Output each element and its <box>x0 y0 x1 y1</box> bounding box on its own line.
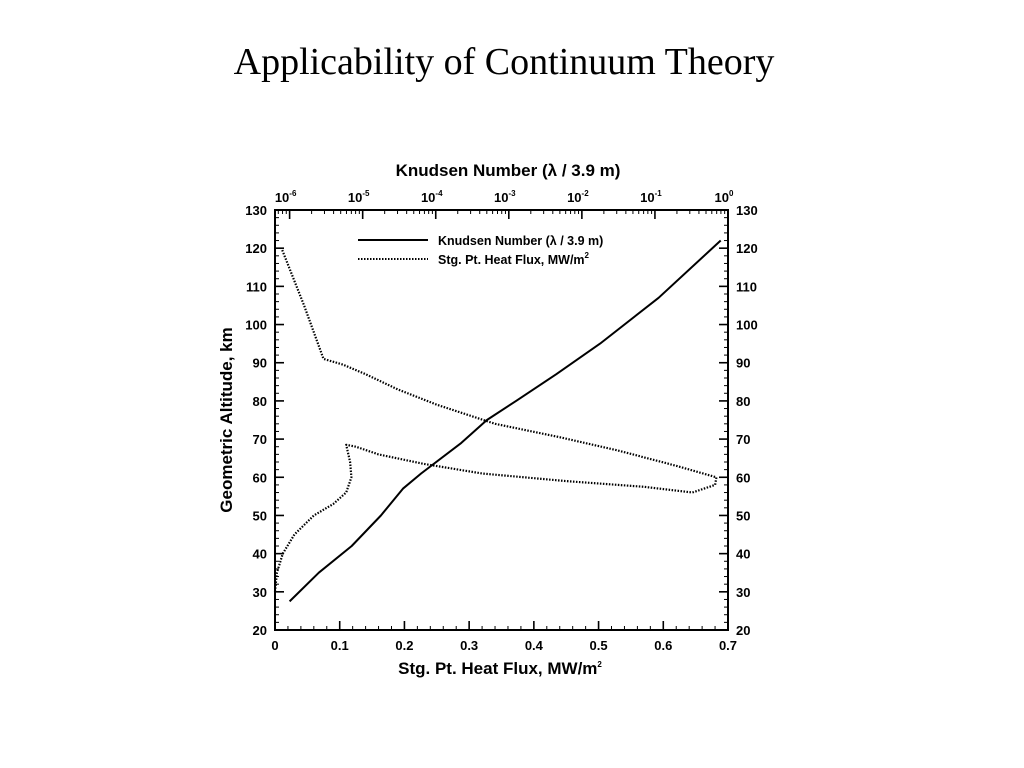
x-tick-label-bottom: 0.5 <box>589 638 608 653</box>
y-tick-label-right: 70 <box>736 432 751 448</box>
x-tick-label-top <box>494 189 516 205</box>
x-tick-label-top-base: 10 <box>714 190 730 205</box>
x-tick-label-bottom: 0.4 <box>524 638 543 653</box>
y-tick-label-right: 90 <box>736 355 751 371</box>
x-tick-label-top <box>348 189 370 205</box>
slide-title: Applicability of Continuum Theory <box>233 41 775 83</box>
heat-flux-line <box>275 248 716 592</box>
x-tick-label-top-exp: -1 <box>654 189 662 198</box>
legend-label-heat-flux-sup: 2 <box>584 251 589 260</box>
y-tick-label-left: 60 <box>252 470 267 486</box>
legend-label-heat-flux-text: Stg. Pt. Heat Flux, MW/m <box>438 253 585 267</box>
x-axis-title-bottom-sup: 2 <box>597 660 602 669</box>
y-tick-label-right: 60 <box>736 470 751 486</box>
x-tick-label-top-base: 10 <box>494 190 509 205</box>
y-tick-label-left: 70 <box>252 432 267 448</box>
y-tick-label-right: 120 <box>736 241 758 257</box>
y-tick-label-left: 50 <box>252 508 267 524</box>
knudsen-number-line <box>290 241 721 602</box>
y-tick-label-right: 100 <box>736 317 758 333</box>
x-tick-label-top-exp: 0 <box>729 189 734 198</box>
y-tick-label-left: 100 <box>245 317 267 333</box>
x-tick-label-bottom: 0.3 <box>460 638 479 653</box>
x-tick-label-top-exp: -3 <box>508 189 516 198</box>
x-tick-label-top-exp: -5 <box>362 189 370 198</box>
series-layer <box>275 241 721 602</box>
plot-frame <box>275 210 728 630</box>
x-tick-label-bottom: 0.6 <box>654 638 673 653</box>
x-axis-title-bottom-text: Stg. Pt. Heat Flux, MW/m <box>398 659 598 678</box>
x-tick-label-top-base: 10 <box>347 190 363 205</box>
x-axis-title-bottom <box>398 659 602 678</box>
y-tick-label-right: 130 <box>736 203 758 218</box>
y-tick-label-left: 40 <box>252 546 267 562</box>
y-tick-label-left: 20 <box>252 623 267 638</box>
x-tick-label-top <box>421 189 443 205</box>
x-tick-label-top-base: 10 <box>274 190 290 205</box>
legend-label-knudsen: Knudsen Number (λ / 3.9 m) <box>438 234 604 248</box>
x-tick-label-bottom: 0 <box>271 638 279 653</box>
x-tick-label-top <box>715 189 734 205</box>
y-tick-label-left: 130 <box>245 203 267 218</box>
x-axis-title-top: Knudsen Number (λ / 3.9 m) <box>395 161 621 180</box>
x-tick-label-bottom: 0.1 <box>330 638 349 653</box>
y-tick-label-right: 50 <box>736 508 751 524</box>
x-tick-label-bottom: 0.7 <box>718 638 738 653</box>
x-tick-label-top-base: 10 <box>640 190 655 205</box>
y-tick-label-left: 30 <box>252 584 267 600</box>
x-tick-label-top-base: 10 <box>420 190 436 205</box>
legend-label-heat-flux <box>438 251 590 267</box>
y-tick-label-right: 30 <box>736 584 751 600</box>
legend <box>358 234 603 267</box>
y-tick-label-left: 90 <box>252 355 267 371</box>
x-tick-label-top <box>640 189 662 205</box>
x-tick-label-top-exp: -4 <box>435 189 443 198</box>
x-tick-label-bottom: 0.2 <box>395 638 414 653</box>
y-axis-title: Geometric Altitude, km <box>217 327 236 513</box>
ticks <box>275 210 728 630</box>
x-tick-label-top-base: 10 <box>567 190 582 205</box>
y-tick-label-right: 80 <box>736 393 751 409</box>
y-tick-label-right: 110 <box>736 279 757 295</box>
x-tick-label-top <box>567 189 589 205</box>
y-tick-label-left: 110 <box>246 279 267 295</box>
y-tick-label-right: 20 <box>736 623 751 638</box>
y-tick-label-left: 120 <box>245 241 267 257</box>
y-tick-label-right: 40 <box>736 546 751 562</box>
x-tick-label-top <box>275 189 297 205</box>
x-tick-label-top-exp: -6 <box>289 189 297 198</box>
y-tick-label-left: 80 <box>252 393 267 409</box>
x-tick-label-top-exp: -2 <box>581 189 589 198</box>
